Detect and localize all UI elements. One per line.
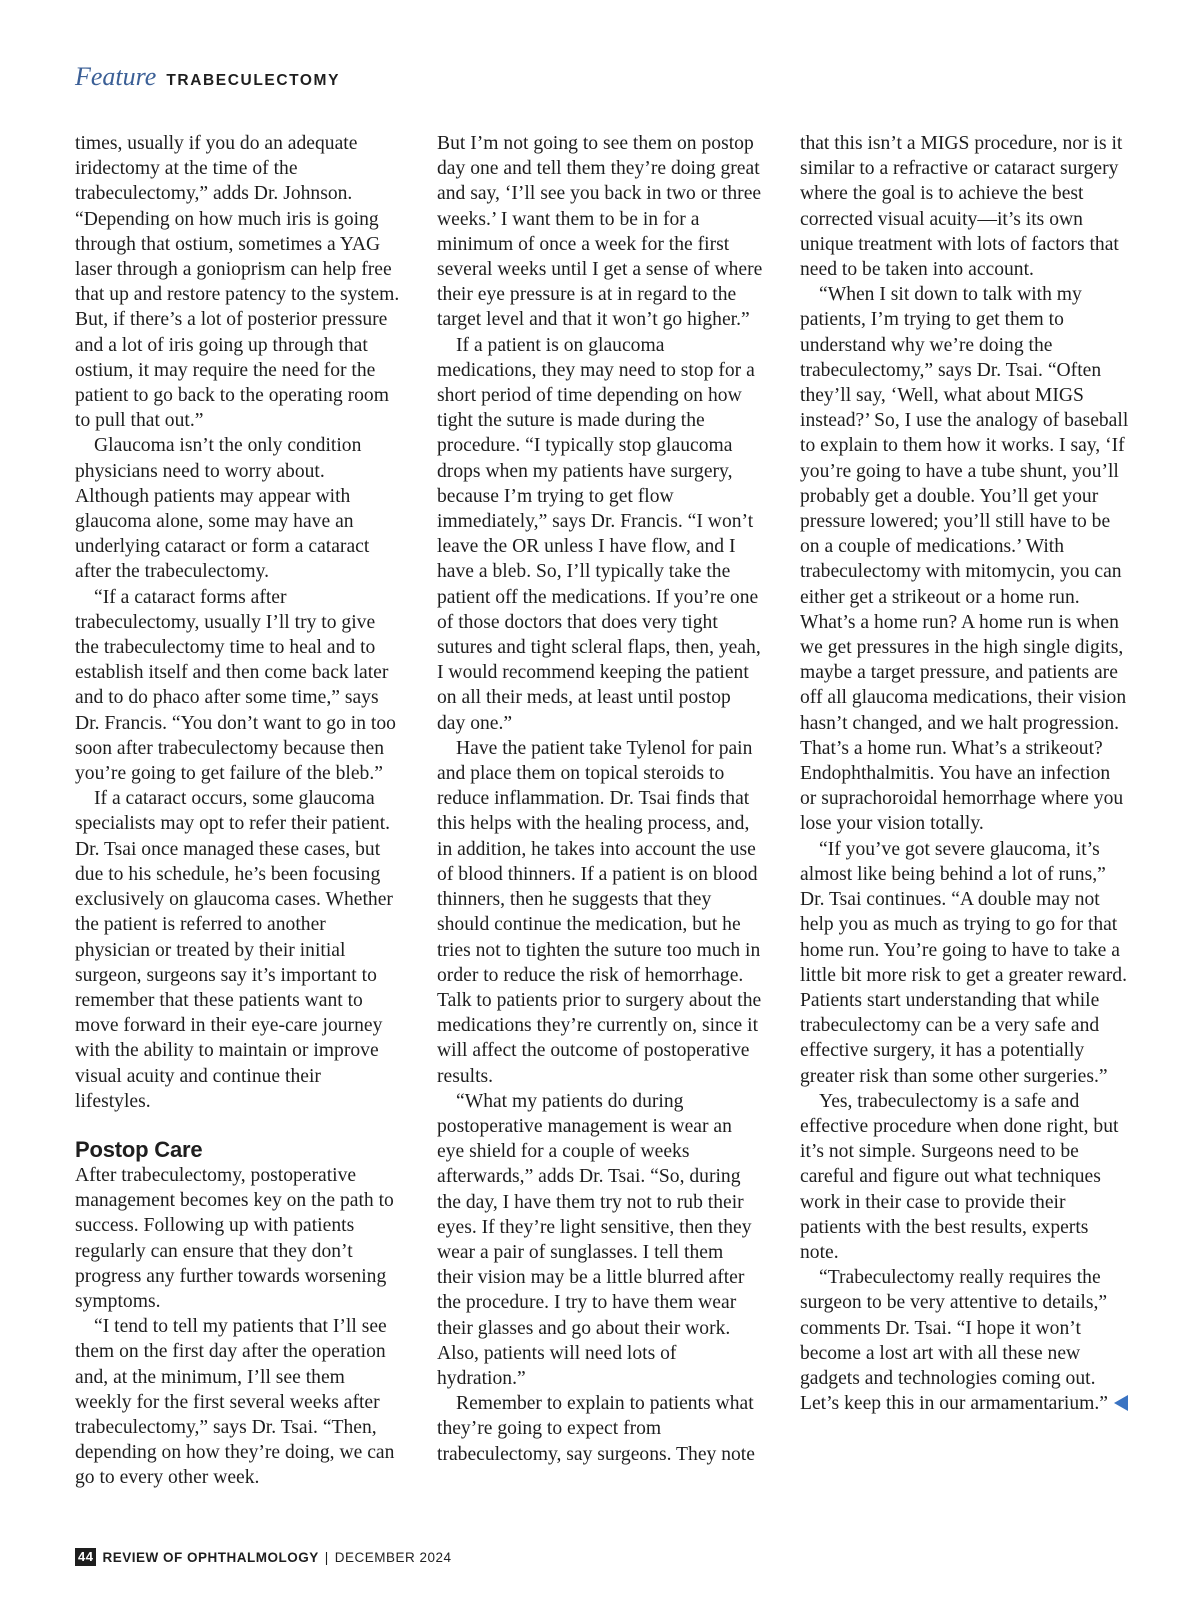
footer-separator: | [324, 1549, 329, 1565]
page-footer [75, 1548, 452, 1566]
paragraph: Yes, trabeculectomy is a safe and effective procedure when done right, but it’s not simple. Surgeons need to be careful and figure out what techniques work in their case to provide their patients with the best results, experts note. [800, 1090, 1119, 1263]
paragraph: that this isn’t a MIGS procedure, nor is it similar to a refractive or cataract surgery where the goal is to achieve the best corrected visual acuity—it’s its own unique treatment with lots of factors that need to be taken into account. [800, 133, 1123, 281]
paragraph-text: “Trabeculectomy really requires the surgeon to be very attentive to details,” comments Dr. Tsai. “I hope it won’t become a lost art with all these new gadgets and technologies coming out. Let’s keep this in our armamentarium.” [800, 1267, 1108, 1415]
end-of-article-triangle-icon [1114, 1395, 1128, 1411]
paragraph: “If you’ve got severe glaucoma, it’s almost like being behind a lot of runs,” Dr. Tsai continues. “A double may not help you as much as trying to go for that home run. You’re going to have to take a little bit more risk to get a greater reward. Patients start understanding that while trabeculectomy can be a very safe and effective surgery, it has a potentially greater risk than some other surgeries.” [800, 838, 1127, 1087]
paragraph: “I tend to tell my patients that I’ll see them on the first day after the operation and, at the minimum, I’ll see them weekly for the first several weeks after trabeculectomy,” says Dr. Tsai. “Then, depending on how they’re doing, we can go to every other week. [75, 1316, 395, 1489]
final-paragraph [800, 1265, 1130, 1416]
paragraph: Glaucoma isn’t the only condition physicians need to worry about. Although patients may appear with glaucoma alone, some may have an underlying cataract or form a cataract after the trabeculectomy. [75, 435, 370, 583]
article-column-2 [437, 131, 763, 1467]
issue-date: DECEMBER 2024 [334, 1549, 452, 1565]
paragraph: If a patient is on glaucoma medications, they may need to stop for a short period of time depending on how tight the suture is made during the procedure. “I typically stop glaucoma drops when my patients have surgery, because I’m trying to get flow immediately,” says Dr. Francis. “I won’t leave the OR unless I have flow, and I have a bleb. So, I’ll typically take the patient off the medications. If you’re one of those doctors that does very tight sutures and tight scleral flaps, then, yeah, I would recommend keeping the patient on all their meds, at least until postop day one.” [437, 334, 761, 734]
paragraph: times, usually if you do an adequate iridectomy at the time of the trabeculectomy,” adds Dr. Johnson. “Depending on how much iris is going through that ostium, sometimes a YAG laser through a gonioprism can help free that up and restore patency to the system. But, if there’s a lot of posterior pressure and a lot of iris going up through that ostium, it may require the need for the patient to go back to the operating room to pull that out.” [75, 133, 400, 432]
article-column-1 [75, 131, 401, 1491]
magazine-name: REVIEW OF OPHTHALMOLOGY [102, 1549, 319, 1565]
paragraph: Have the patient take Tylenol for pain and place them on topical steroids to reduce inflammation. Dr. Tsai finds that this helps with the healing process, and, in addition, he takes into account the use of blood thinners. If a patient is on blood thinners, then he suggests that they should continue the medication, but he tries not to tighten the suture too much in order to reduce the risk of hemorrhage. Talk to patients prior to surgery about the medications they’re currently on, since it will affect the outcome of postoperative results. [437, 737, 762, 1087]
section-label: Feature [75, 62, 157, 91]
paragraph: After trabeculectomy, postoperative management becomes key on the path to success. Following up with patients regularly can ensure that they don’t progress any further towards worsening symptoms. [75, 1164, 394, 1312]
paragraph: But I’m not going to see them on postop day one and tell them they’re doing great and say, ‘I’ll see you back in two or three weeks.’ I want them to be in for a minimum of once a week for the first several weeks until I get a sense of where their eye pressure is at in regard to the target level and that it won’t go higher.” [437, 133, 763, 331]
paragraph: “What my patients do during postoperative management is wear an eye shield for a couple of weeks afterwards,” adds Dr. Tsai. “So, during the day, I have them try not to rub their eyes. If they’re light sensitive, then they wear a pair of sunglasses. I tell them their vision may be a little blurred after the procedure. I try to have them wear their glasses and go about their work. Also, patients will need lots of hydration.” [437, 1090, 752, 1389]
page-number: 44 [75, 1548, 96, 1566]
running-header [75, 62, 340, 92]
paragraph: “When I sit down to talk with my patients, I’m trying to get them to understand why we’re doing the trabeculectomy,” says Dr. Tsai. “Often they’ll say, ‘Well, what about MIGS instead?’ So, I use the analogy of baseball to explain to them how it works. I say, ‘If you’re going to have a tube shunt, you’ll probably get a double. You’ll get your pressure lowered; you’ll still have to be on a couple of medications.’ With trabeculectomy with mitomycin, you can either get a strikeout or a home run. What’s a home run? A home run is when we get pressures in the high single digits, maybe a target pressure, and patients are off all glaucoma medications, their vision hasn’t changed, and we halt progression. That’s a home run. What’s a strikeout? Endophthalmitis. You have an infection or suprachoroidal hemorrhage where you lose your vision totally. [800, 284, 1129, 835]
topic-label: TRABECULECTOMY [166, 72, 341, 89]
paragraph: “If a cataract forms after trabeculectomy, usually I’ll try to give the trabeculectomy time to heal and to establish itself and then come back later and to do phaco after some time,” says Dr. Francis. “You don’t want to go in too soon after trabeculectomy because then you’re going to get failure of the bleb.” [75, 586, 396, 785]
article-column-3 [800, 131, 1130, 1416]
section-subheading: Postop Care [75, 1136, 203, 1162]
paragraph: Remember to explain to patients what they’re going to expect from trabeculectomy, say surgeons. They note [437, 1393, 755, 1465]
paragraph: If a cataract occurs, some glaucoma specialists may opt to refer their patient. Dr. Tsai once managed these cases, but due to his schedule, he’s been focusing exclusively on glaucoma cases. Whether the patient is referred to another physician or treated by their initial surgeon, surgeons say it’s important to remember that these patients want to move forward in their eye-care journey with the ability to maintain or improve visual acuity and continue their lifestyles. [75, 788, 393, 1112]
